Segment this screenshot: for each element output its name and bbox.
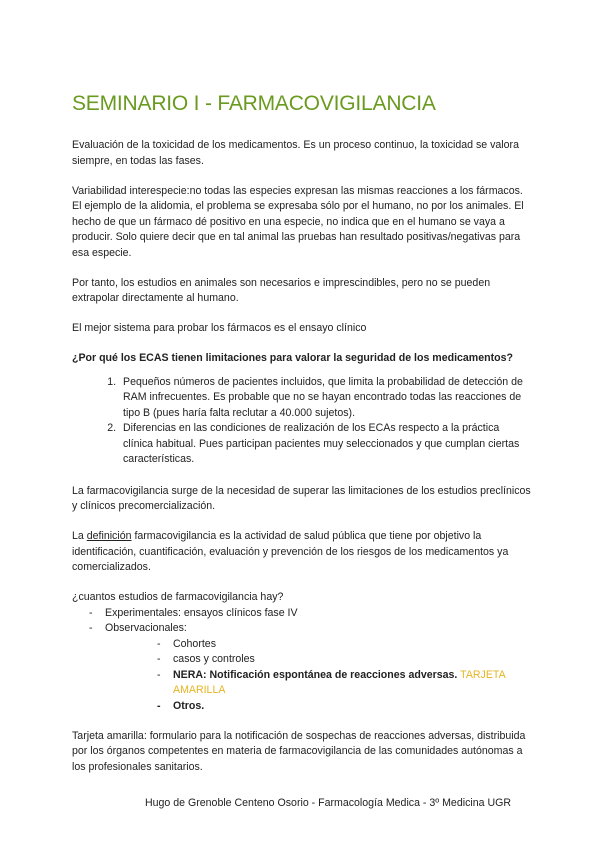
question-heading: ¿Por qué los ECAS tienen limitaciones para valorar la seguridad de los medicamentos? (72, 352, 513, 364)
studies-question: ¿cuantos estudios de farmacovigilancia hay? (72, 591, 284, 603)
paragraph-definition (72, 529, 532, 576)
document-body (72, 138, 532, 790)
list-item-observational (72, 621, 532, 714)
nera-label: NERA: Notificación espontánea de reacciones adversas. (173, 668, 458, 681)
paragraph-toxicity: Evaluación de la toxicidad de los medicamentos. Es un proceso continuo, la toxicidad se valora siempre, en todas las fases. (72, 139, 519, 167)
paragraph-animal-studies: Por tanto, los estudios en animales son necesarios e imprescindibles, pero no se pueden extrapolar directamente al humano. (72, 276, 491, 304)
list-item-experimental: - Experimentales: ensayos clínicos fase IV (72, 606, 532, 622)
limitation-item: 2. Diferencias en las condiciones de realización de los ECAs respecto a la práctica clínica habitual. Pues participan pacientes muy seleccionados y que cumplan ciertas características. (119, 421, 532, 468)
studies-section (72, 590, 532, 714)
observational-label: Observacionales: (105, 622, 187, 634)
paragraph-interspecies: Variabilidad interespecie:no todas las especies expresan las mismas reacciones a los fármacos. El ejemplo de la alidomia, el problema se expresaba sólo por el humano, no por los animales. El hecho de que un fármaco dé positivo en una especie, no indica que en el humano se vaya a producir. Solo quiere decir que en tal animal las pruebas han resultado positivas/negativas para esa especie. (72, 184, 524, 259)
limitation-item: 1. Pequeños números de pacientes incluidos, que limita la probabilidad de detección de RAM infrecuentes. Es probable que no se hayan encontrado todas las reacciones de tipo B (pues haría falta reclutar a 40.000 sujetos). (119, 375, 532, 422)
sublist-item-cohortes: - Cohortes (105, 637, 532, 653)
page-title: SEMINARIO I - FARMACOVIGILANCIA (72, 92, 436, 115)
paragraph-origin: La farmacovigilancia surge de la necesidad de superar las limitaciones de los estudios preclínicos y clínicos precomercialización. (72, 484, 531, 512)
page-footer: Hugo de Grenoble Centeno Osorio - Farmacología Medica - 3º Medicina UGR (145, 797, 511, 809)
observational-sublist (105, 637, 532, 715)
definition-prefix: La (72, 530, 87, 542)
sublist-item-otros: - Otros. (105, 699, 532, 715)
paragraph-clinical-trial: El mejor sistema para probar los fármacos es el ensayo clínico (72, 322, 367, 334)
paragraph-tarjeta-amarilla: Tarjeta amarilla: formulario para la notificación de sospechas de reacciones adversas, distribuida por los órganos competentes en materia de farmacovigilancia de las comunidades autónomas a los profesionales sanitarios. (72, 729, 526, 773)
definition-text: farmacovigilancia es la actividad de salud pública que tiene por objetivo la identificación, cuantificación, evaluación y prevención de los riesgos de los medicamentos ya comercializados. (72, 530, 509, 573)
sublist-item-nera (105, 668, 532, 699)
limitations-list (72, 375, 532, 468)
sublist-item-casos: - casos y controles (105, 652, 532, 668)
studies-list (72, 606, 532, 715)
tarjeta-amarilla-highlight: TARJETA AMARILLA (173, 668, 506, 696)
definition-word: definición (86, 530, 132, 542)
